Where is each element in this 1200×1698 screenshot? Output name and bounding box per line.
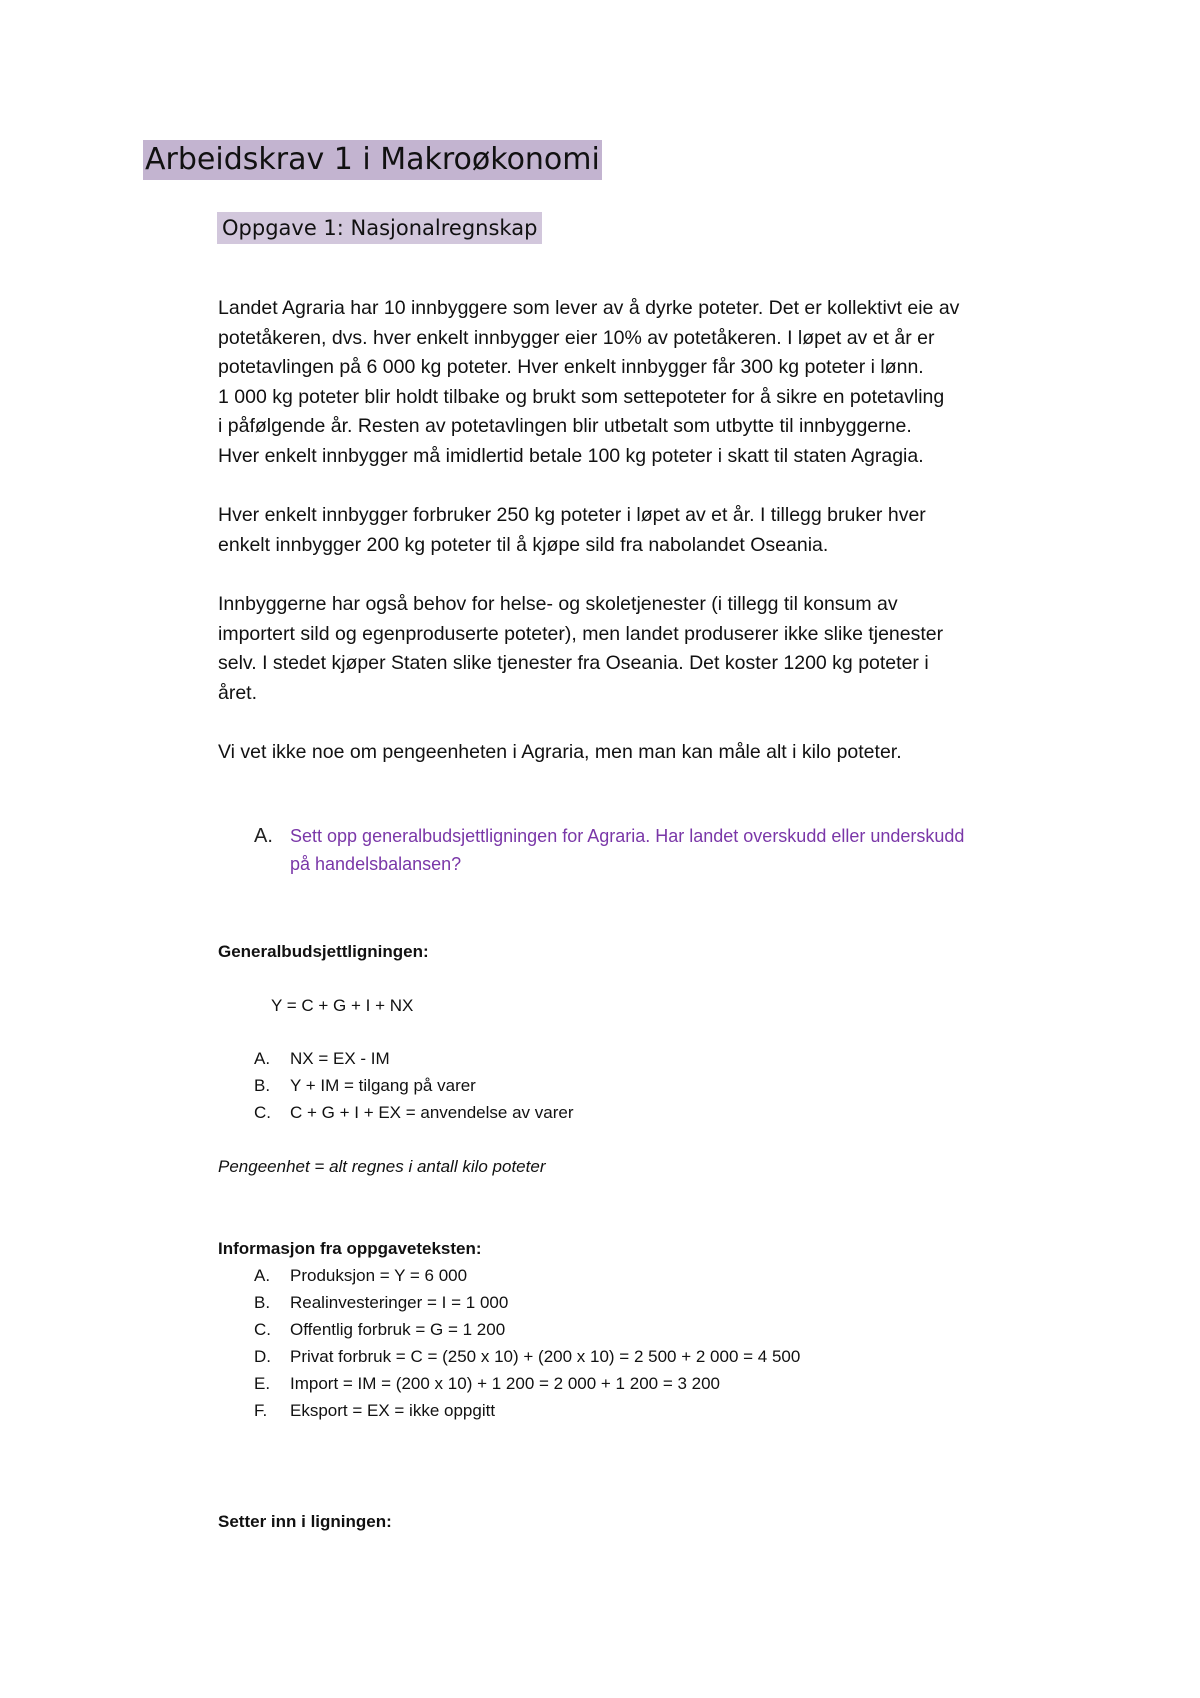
list-text: C + G + I + EX = anvendelse av varer [290, 1103, 574, 1122]
paragraph-services [218, 590, 1088, 708]
informasjon-heading: Informasjon fra oppgaveteksten: [218, 1239, 482, 1258]
list-text: Import = IM = (200 x 10) + 1 200 = 2 000 + 1 200 = 3 200 [290, 1374, 721, 1393]
list-text: NX = EX - IM [290, 1049, 390, 1068]
generalbudsjett-heading: Generalbudsjettligningen: [218, 942, 429, 961]
paragraph-line: selv. I stedet kjøper Staten slike tjenester fra Oseania. Det koster 1200 kg poteter i [218, 652, 929, 674]
paragraph-intro [218, 294, 1088, 471]
list-text: Produksjon = Y = 6 000 [290, 1266, 468, 1285]
question-line: på handelsbalansen? [290, 854, 462, 874]
paragraph-line: Vi vet ikke noe om pengeenheten i Agraria, men man kan måle alt i kilo poteter. [218, 741, 902, 763]
list-label: F. [254, 1401, 268, 1420]
list-label: A. [254, 1049, 271, 1068]
paragraph-line: Landet Agraria har 10 innbyggere som lever av å dyrke poteter. Det er kollektivt eie av [218, 297, 960, 319]
paragraph-consumption [218, 501, 1088, 560]
paragraph-line: enkelt innbygger 200 kg poteter til å kjøpe sild fra nabolandet Oseania. [218, 533, 829, 556]
paragraph-line: importert sild og egenproduserte poteter), men landet produserer ikke slike tjenester [218, 622, 944, 645]
list-label: E. [254, 1374, 271, 1393]
list-label: A. [254, 1266, 271, 1285]
paragraph-line: Hver enkelt innbygger forbruker 250 kg poteter i løpet av et år. I tillegg bruker hver [218, 504, 926, 526]
paragraph-line: potetåkeren, dvs. hver enkelt innbygger eier 10% av potetåkeren. I løpet av et år er [218, 326, 935, 349]
paragraph-line: potetavlingen på 6 000 kg poteter. Hver enkelt innbygger får 300 kg poteter i lønn. [218, 356, 924, 378]
document-title: Arbeidskrav 1 i Makroøkonomi [143, 140, 602, 180]
paragraph-line: Hver enkelt innbygger må imidlertid betale 100 kg poteter i skatt til staten Agragia. [218, 444, 924, 467]
list-text: Y + IM = tilgang på varer [290, 1076, 476, 1095]
list-label: D. [254, 1347, 271, 1366]
question-line: Sett opp generalbudsjettligningen for Agraria. Har landet overskudd eller underskudd [290, 826, 965, 846]
equation: Y = C + G + I + NX [271, 996, 414, 1015]
paragraph-line: Innbyggerne har også behov for helse- og skoletjenester (i tillegg til konsum av [218, 593, 898, 615]
section-heading: Oppgave 1: Nasjonalregnskap [217, 212, 542, 244]
paragraph-line: året. [218, 681, 258, 704]
setter-inn-heading: Setter inn i ligningen: [218, 1512, 392, 1531]
list-text: Eksport = EX = ikke oppgitt [290, 1401, 496, 1420]
list-label: C. [254, 1320, 271, 1339]
list-text: Privat forbruk = C = (250 x 10) + (200 x 10) = 2 500 + 2 000 = 4 500 [290, 1347, 801, 1366]
list-label: C. [254, 1103, 271, 1122]
question-marker: A. [254, 825, 273, 847]
paragraph-line: i påfølgende år. Resten av potetavlingen blir utbetalt som utbytte til innbyggerne. [218, 415, 912, 437]
list-label: B. [254, 1076, 271, 1095]
list-text: Realinvesteringer = I = 1 000 [290, 1293, 509, 1312]
paragraph-line: 1 000 kg poteter blir holdt tilbake og brukt som settepoteter for å sikre en potetavling [218, 385, 945, 408]
question-a [254, 822, 1094, 878]
currency-note: Pengeenhet = alt regnes i antall kilo poteter [218, 1157, 546, 1176]
list-text: Offentlig forbruk = G = 1 200 [290, 1320, 506, 1339]
list-label: B. [254, 1293, 271, 1312]
paragraph-currency [218, 738, 1088, 768]
